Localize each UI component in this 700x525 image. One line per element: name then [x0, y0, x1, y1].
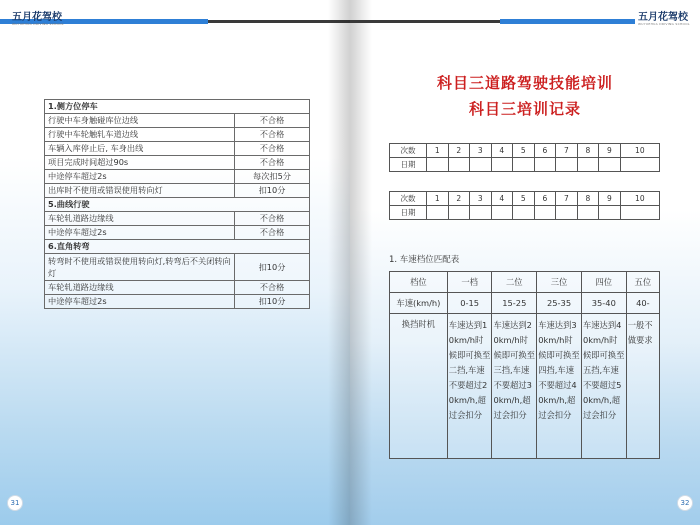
- record-number: 5: [513, 144, 535, 158]
- page-number: 31: [8, 496, 22, 510]
- record-number: 8: [577, 192, 599, 206]
- shift-timing: 车速达到20km/h时候即可换至三挡,车速不要超过30km/h,超过会扣分: [493, 320, 535, 420]
- record-number: 1: [427, 144, 449, 158]
- rule-text: 出库时不使用或错误使用转向灯: [45, 184, 235, 198]
- header-accent-bar: [500, 19, 635, 24]
- date-cell[interactable]: [513, 158, 535, 172]
- gear-header: 档位: [390, 272, 448, 293]
- date-cell[interactable]: [620, 158, 659, 172]
- speed-range: 40-: [626, 293, 659, 314]
- page-number: 32: [678, 496, 692, 510]
- date-cell[interactable]: [470, 158, 492, 172]
- school-logo-subtitle: WUYUEHUA DRIVING SCHOOL: [638, 22, 690, 26]
- date-cell[interactable]: [620, 206, 659, 220]
- gutter-shadow: [328, 0, 350, 525]
- record-number: 10: [620, 192, 659, 206]
- gear-header: 五位: [626, 272, 659, 293]
- table-row: [45, 128, 310, 142]
- record-number: 1: [427, 192, 449, 206]
- gear-header: 四位: [581, 272, 626, 293]
- table-row: [390, 158, 660, 172]
- table-row: [390, 192, 660, 206]
- date-cell[interactable]: [534, 158, 556, 172]
- shift-timing: 车速达到30km/h时候即可换至四挡,车速不要超过40km/h,超过会扣分: [538, 320, 580, 420]
- table-row: [390, 206, 660, 220]
- date-cell[interactable]: [534, 206, 556, 220]
- date-cell[interactable]: [556, 206, 578, 220]
- page-title: 科目三道路驾驶技能培训: [436, 74, 613, 92]
- rule-result: 不合格: [235, 156, 310, 170]
- training-record-table-1: [389, 143, 660, 172]
- table-row: [45, 142, 310, 156]
- record-number: 6: [534, 144, 556, 158]
- table-row: [390, 272, 660, 293]
- rule-result: 扣10分: [235, 254, 310, 281]
- rule-result: 不合格: [235, 226, 310, 240]
- record-number: 3: [470, 192, 492, 206]
- table-row: [45, 240, 310, 254]
- times-label: 次数: [390, 144, 427, 158]
- speed-range: 35-40: [581, 293, 626, 314]
- table-row: [45, 254, 310, 281]
- date-cell[interactable]: [448, 158, 470, 172]
- record-number: 2: [448, 144, 470, 158]
- table-row: [45, 198, 310, 212]
- rule-result: 不合格: [235, 128, 310, 142]
- gear-speed-table: [389, 271, 660, 459]
- record-number: 4: [491, 144, 513, 158]
- gear-header: 一档: [447, 272, 492, 293]
- rule-result: 扣10分: [235, 184, 310, 198]
- header-rule: [350, 20, 500, 23]
- rule-text: 中途停车超过2s: [45, 295, 235, 309]
- record-number: 9: [599, 192, 621, 206]
- page-subtitle: 科目三培训记录: [468, 100, 581, 118]
- rule-result: 扣10分: [235, 295, 310, 309]
- record-number: 9: [599, 144, 621, 158]
- gear-header: 二位: [492, 272, 537, 293]
- table-row: [45, 212, 310, 226]
- date-label: 日期: [390, 158, 427, 172]
- date-cell[interactable]: [491, 158, 513, 172]
- shift-timing: 车速达到40km/h时候即可换至五挡,车速不要超过50km/h,超过会扣分: [582, 320, 625, 420]
- training-record-table-2: [389, 191, 660, 220]
- date-cell[interactable]: [513, 206, 535, 220]
- rule-result: 不合格: [235, 281, 310, 295]
- rule-text: 中途停车超过2s: [45, 226, 235, 240]
- date-cell[interactable]: [556, 158, 578, 172]
- timing-label: 换挡时机: [390, 314, 448, 459]
- rule-text: 车辆入库停止后, 车身出线: [45, 142, 235, 156]
- date-cell[interactable]: [577, 206, 599, 220]
- record-number: 3: [470, 144, 492, 158]
- school-logo: 五月花驾校: [12, 12, 62, 23]
- rule-result: 不合格: [235, 212, 310, 226]
- table-row: [45, 100, 310, 114]
- rule-text: 行驶中车轮触轧车道边线: [45, 128, 235, 142]
- table-row: [45, 281, 310, 295]
- record-number: 6: [534, 192, 556, 206]
- date-cell[interactable]: [448, 206, 470, 220]
- record-number: 2: [448, 192, 470, 206]
- table-row: [45, 114, 310, 128]
- table-row: [390, 144, 660, 158]
- times-label: 次数: [390, 192, 427, 206]
- date-cell[interactable]: [427, 158, 449, 172]
- school-logo-subtitle: WUYUEHUA DRIVING SCHOOL: [12, 22, 64, 26]
- table-row: [390, 293, 660, 314]
- date-cell[interactable]: [470, 206, 492, 220]
- rule-text: 中途停车超过2s: [45, 170, 235, 184]
- school-logo: 五月花驾校: [638, 12, 688, 23]
- gear-header: 三位: [537, 272, 582, 293]
- shift-timing: 一般不做要求: [627, 320, 653, 345]
- date-label: 日期: [390, 206, 427, 220]
- section-heading: 5.曲线行驶: [45, 198, 310, 212]
- speed-range: 25-35: [537, 293, 582, 314]
- date-cell[interactable]: [491, 206, 513, 220]
- rule-result: 不合格: [235, 142, 310, 156]
- section-heading: 1.侧方位停车: [45, 100, 310, 114]
- table-row: [45, 226, 310, 240]
- record-number: 8: [577, 144, 599, 158]
- record-number: 5: [513, 192, 535, 206]
- speed-range: 15-25: [492, 293, 537, 314]
- rule-result: 不合格: [235, 114, 310, 128]
- rule-text: 行驶中车身触碰库位边线: [45, 114, 235, 128]
- table-row: [45, 156, 310, 170]
- record-number: 4: [491, 192, 513, 206]
- table-row: [45, 184, 310, 198]
- date-cell[interactable]: [577, 158, 599, 172]
- deduction-rules-table: [44, 99, 310, 309]
- rule-result: 每次扣5分: [235, 170, 310, 184]
- speed-range: 0-15: [447, 293, 492, 314]
- right-page: [350, 0, 700, 525]
- date-cell[interactable]: [599, 206, 621, 220]
- rule-text: 车轮轧道路边缘线: [45, 281, 235, 295]
- date-cell[interactable]: [599, 158, 621, 172]
- table-row: [45, 295, 310, 309]
- record-number: 7: [556, 144, 578, 158]
- section-heading: 6.直角转弯: [45, 240, 310, 254]
- gear-section-title: 1. 车速档位匹配表: [389, 255, 460, 265]
- record-number: 7: [556, 192, 578, 206]
- rule-text: 转弯时不使用或错误使用转向灯,转弯后不关闭转向灯: [45, 254, 235, 281]
- date-cell[interactable]: [427, 206, 449, 220]
- table-row: [390, 314, 660, 459]
- rule-text: 车轮轧道路边缘线: [45, 212, 235, 226]
- shift-timing: 车速达到10km/h时候即可换至二挡,车速不要超过20km/h,超过会扣分: [448, 320, 491, 420]
- table-row: [45, 170, 310, 184]
- speed-label: 车速(km/h): [390, 293, 448, 314]
- record-number: 10: [620, 144, 659, 158]
- rule-text: 项目完成时间超过90s: [45, 156, 235, 170]
